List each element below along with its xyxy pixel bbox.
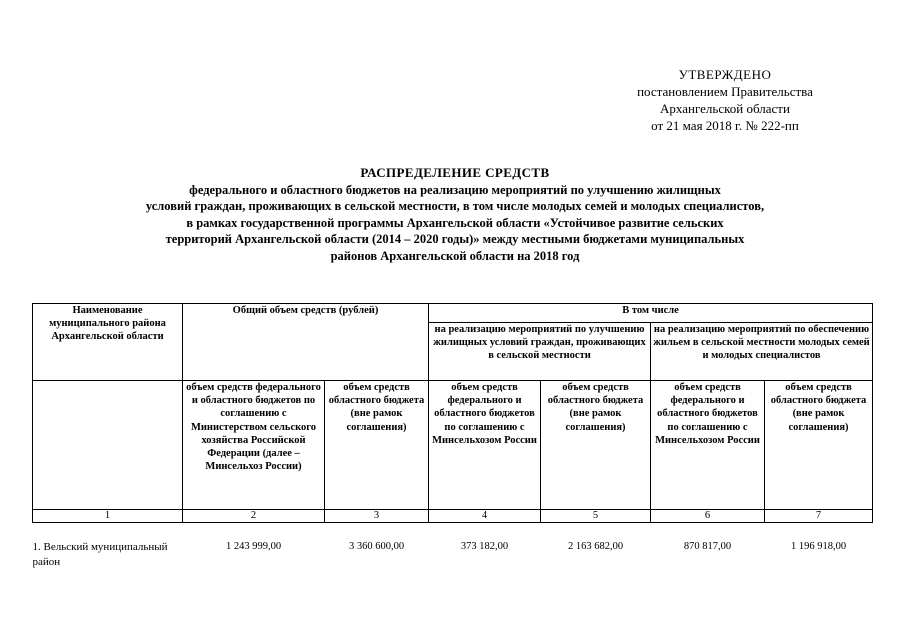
header-group-housing: на реализацию мероприятий по улучшению жилищных условий граждан, проживающих в сельской местности — [429, 323, 651, 381]
table-row — [33, 523, 873, 571]
title-line-1: федерального и областного бюджетов на реализацию мероприятий по улучшению жилищных — [189, 182, 721, 197]
column-number: 1 — [33, 510, 183, 523]
column-number: 7 — [765, 510, 873, 523]
header-sub-outside-3: объем средств областного бюджета (вне рамок соглашения) — [765, 381, 873, 510]
value-cell: 1 243 999,00 — [225, 541, 282, 552]
column-number: 2 — [183, 510, 325, 523]
header-total-funds: Общий объем средств (рублей) — [183, 304, 429, 381]
document-title — [60, 165, 850, 265]
header-district-name: Наименование муниципального района Архангельской области — [33, 304, 183, 381]
column-number: 3 — [325, 510, 429, 523]
value-cell: 3 360 600,00 — [348, 541, 405, 552]
approval-stamp — [600, 66, 850, 134]
header-sub-outside-2: объем средств областного бюджета (вне рамок соглашения) — [541, 381, 651, 510]
district-name: 1. Вельский муниципальный район — [32, 541, 168, 568]
title-line-2: условий граждан, проживающих в сельской местности, в том числе молодых семей и молодых специалистов, — [145, 199, 765, 214]
value-cell: 1 196 918,00 — [790, 541, 847, 552]
column-number: 6 — [651, 510, 765, 523]
header-sub-agreement-full: объем средств федерального и областного бюджетов по соглашению с Министерством сельского хозяйства Российской Федерации (далее – Минсельхоз России) — [183, 381, 325, 510]
header-sub-agreement-housing: объем средств федерального и областного бюджетов по соглашению с Минсельхозом России — [429, 381, 541, 510]
column-number: 5 — [541, 510, 651, 523]
title-line-4: территорий Архангельской области (2014 – 2020 годы)» между местными бюджетами муниципальных — [165, 232, 745, 247]
value-cell: 870 817,00 — [683, 541, 732, 552]
distribution-table — [32, 303, 873, 570]
header-sub-agreement-young: объем средств федерального и областного бюджетов по соглашению с Минсельхозом России — [651, 381, 765, 510]
approval-line-2: Архангельской области — [660, 101, 790, 116]
header-sub-outside-1: объем средств областного бюджета (вне рамок соглашения) — [325, 381, 429, 510]
approval-line-1: постановлением Правительства — [637, 84, 813, 99]
header-empty-cell — [33, 381, 183, 510]
title-main: РАСПРЕДЕЛЕНИЕ СРЕДСТВ — [360, 165, 550, 180]
header-including: В том числе — [429, 304, 873, 323]
title-line-5: районов Архангельской области на 2018 год — [330, 248, 580, 263]
approval-line-3: от 21 мая 2018 г. № 222-пп — [651, 118, 799, 133]
header-group-young: на реализацию мероприятий по обеспечению жильем в сельской местности молодых семей и молодых специалистов — [651, 323, 873, 381]
title-line-3: в рамках государственной программы Архангельской области «Устойчивое развитие сельских — [186, 215, 724, 230]
column-number: 4 — [429, 510, 541, 523]
value-cell: 2 163 682,00 — [567, 541, 624, 552]
value-cell: 373 182,00 — [460, 541, 509, 552]
approval-heading: УТВЕРЖДЕНО — [678, 67, 772, 82]
